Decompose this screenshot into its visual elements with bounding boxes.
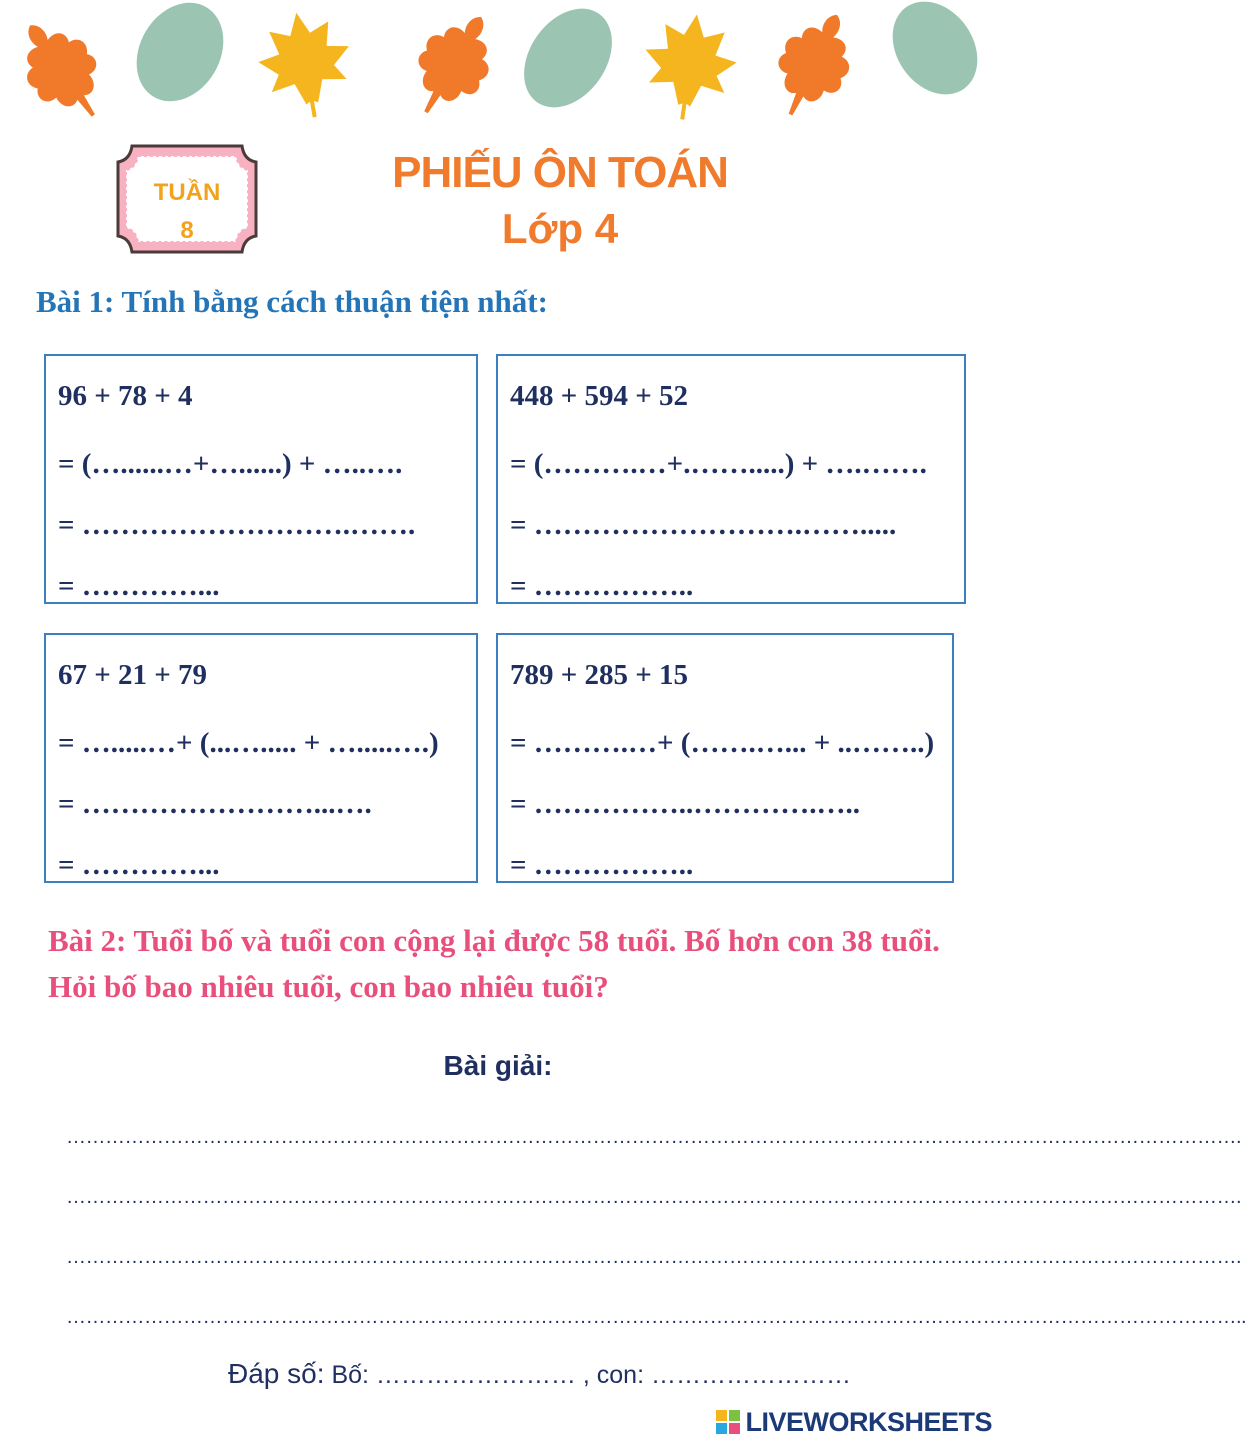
calc-step[interactable]: = …………….. — [510, 849, 694, 881]
week-label: TUẦN — [153, 179, 221, 206]
calc-box-2 — [496, 354, 966, 604]
teal-leaf-icon — [119, 0, 240, 117]
calc-step[interactable]: = ….....…+ (...…..... + ….....….) — [58, 727, 439, 759]
final-answer-label: Đáp số: — [228, 1358, 325, 1389]
liveworksheets-logo-icon — [715, 1409, 741, 1435]
calc-expression: 96 + 78 + 4 — [58, 380, 193, 412]
answer-line[interactable]: ………………………………………………………………………………………………………………………………………………………………. — [66, 1246, 1242, 1268]
week-number: 8 — [180, 217, 194, 244]
title-line-1: PHIẾU ÔN TOÁN — [392, 148, 728, 197]
final-answer-blanks[interactable]: Bố: …………………… , con: …………………… — [331, 1361, 851, 1389]
calc-step[interactable]: = (……….…+.…….....) + ….……. — [510, 448, 927, 480]
orange-leaf-icon — [396, 0, 510, 129]
answer-line[interactable]: ………………………………………………………………………………………………………………………………………………………………. — [66, 1126, 1242, 1148]
calc-box-3 — [44, 633, 478, 883]
calc-expression: 448 + 594 + 52 — [510, 380, 689, 412]
title-line-2: Lớp 4 — [501, 205, 619, 252]
calc-expression: 789 + 285 + 15 — [510, 659, 689, 691]
calc-step[interactable]: = ……………..………….….. — [510, 788, 861, 820]
calc-step[interactable]: = …………….. — [510, 570, 694, 602]
calc-step[interactable]: = (…......…+…......) + …..…. — [58, 448, 403, 480]
page-title — [340, 145, 780, 257]
solution-label: Bài giải: — [443, 1050, 553, 1081]
autumn-leaves-border — [0, 0, 1000, 130]
week-badge — [112, 140, 262, 258]
calc-expression: 67 + 21 + 79 — [58, 659, 208, 691]
answer-line[interactable]: ………………………………………………………………………………………………………………………………………………………………. — [66, 1186, 1242, 1208]
calc-box-4 — [496, 633, 954, 883]
orange-leaf-icon — [2, 6, 121, 135]
teal-leaf-icon — [506, 0, 630, 124]
calc-step[interactable]: = …………... — [58, 849, 220, 881]
calc-step[interactable]: = ……………………….……..... — [510, 509, 897, 541]
final-answer — [228, 1358, 851, 1390]
yellow-leaf-icon — [251, 5, 360, 125]
calc-box-1 — [44, 354, 478, 604]
calc-step[interactable]: = …………... — [58, 570, 220, 602]
answer-line[interactable]: ……………………………………………………………………………………………………………………………………………………………….. — [66, 1306, 1246, 1328]
calc-step[interactable]: = ……………………….……. — [58, 509, 416, 541]
watermark-text: LIVEWORKSHEETS — [745, 1406, 992, 1437]
calc-step[interactable]: = ……….…+ (…….…... + ..……..) — [510, 727, 935, 759]
teal-leaf-icon — [875, 0, 995, 111]
liveworksheets-watermark — [715, 1406, 992, 1438]
calc-step[interactable]: = ……………………...…. — [58, 788, 372, 820]
exercise-2-heading: Bài 2: Tuổi bố và tuổi con cộng lại được 58 tuổi. Bố hơn con 38 tuổi. Hỏi bố bao nhiêu tuổi, con bao nhiêu tuổi? — [48, 923, 940, 1004]
orange-leaf-icon — [760, 0, 868, 129]
yellow-leaf-icon — [637, 8, 743, 126]
exercise-1-heading: Bài 1: Tính bằng cách thuận tiện nhất: — [36, 284, 548, 319]
